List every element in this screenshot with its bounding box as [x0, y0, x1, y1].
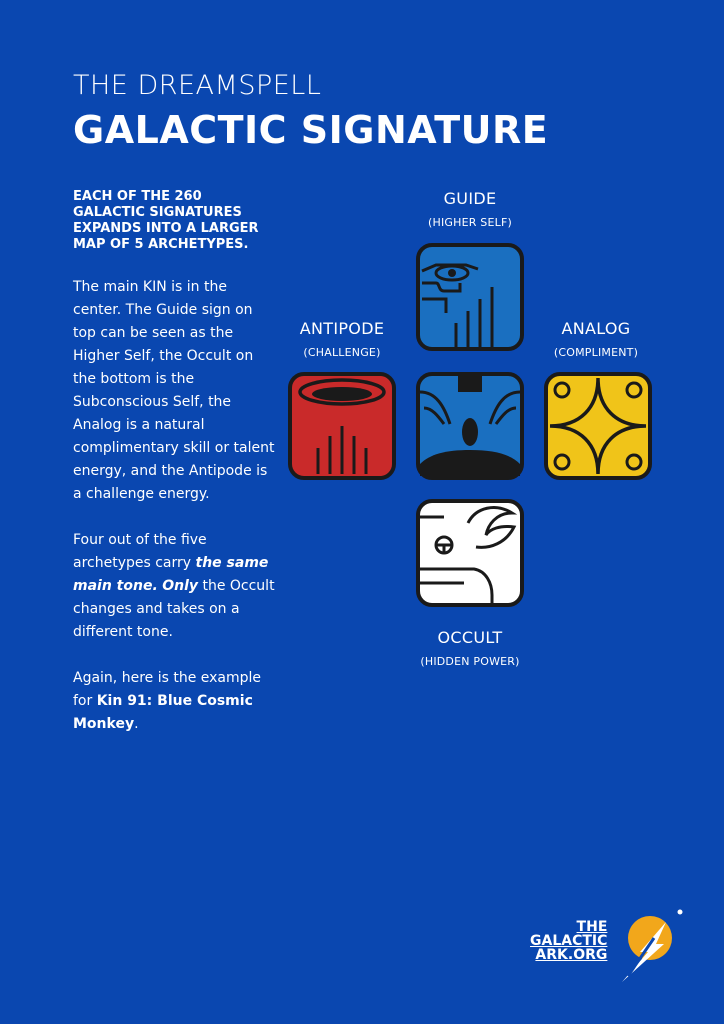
emphasis-same-main-tone: the same main tone. [73, 555, 269, 594]
antipode-name: ANTIPODE [299, 319, 385, 338]
paragraph-main-kin: The main KIN is in the center. The Guide sign on top can be seen as the Higher Self, the Occult on the bottom is the Subconscious Self, the Analog is a natural complimentary skill or talent energy, and the Antipode is a challenge energy. [73, 279, 275, 502]
guide-glyph-icon [416, 243, 524, 351]
occult-name: OCCULT [437, 628, 503, 647]
intro-text: EACH OF THE 260 GALACTIC SIGNATURES EXPANDS INTO A LARGER MAP OF 5 ARCHETYPES. [73, 189, 259, 252]
occult-label [400, 628, 540, 668]
logo-line-1: THE [576, 919, 608, 935]
galactic-ark-logo-text[interactable] [530, 920, 607, 962]
emphasis-only: Only [162, 578, 199, 594]
antipode-sub: (CHALLENGE) [303, 346, 381, 359]
main-kin-glyph-icon [416, 372, 524, 480]
logo-line-3: ARK.ORG [535, 947, 608, 963]
paragraph-example-c: . [134, 716, 139, 732]
paragraph-tones-e: the Occult changes and takes on a different tone. [73, 578, 275, 640]
antipode-label [282, 319, 402, 359]
analog-glyph-icon [544, 372, 652, 480]
galactic-ark-logo-icon [618, 908, 688, 986]
analog-label [536, 319, 656, 359]
paragraph-tones [73, 529, 278, 644]
antipode-glyph-icon [288, 372, 396, 480]
guide-name: GUIDE [443, 189, 497, 208]
guide-sub: (HIGHER SELF) [428, 216, 512, 229]
page-subtitle: THE DREAMSPELL [73, 70, 322, 101]
paragraph-example-a: Again, here is the example for [73, 670, 262, 709]
page-title: GALACTIC SIGNATURE [73, 108, 549, 152]
paragraph-tones-a: Four out of the five archetypes carry [73, 532, 207, 571]
occult-glyph-icon [416, 499, 524, 607]
occult-sub: (HIDDEN POWER) [420, 655, 520, 668]
paragraph-example [73, 667, 278, 736]
description-column [73, 189, 278, 736]
guide-label [410, 189, 530, 229]
analog-sub: (COMPLIMENT) [553, 346, 639, 359]
logo-line-2: GALACTIC [530, 933, 608, 949]
example-kin: Kin 91: Blue Cosmic Monkey [73, 693, 253, 732]
analog-name: ANALOG [561, 319, 631, 338]
